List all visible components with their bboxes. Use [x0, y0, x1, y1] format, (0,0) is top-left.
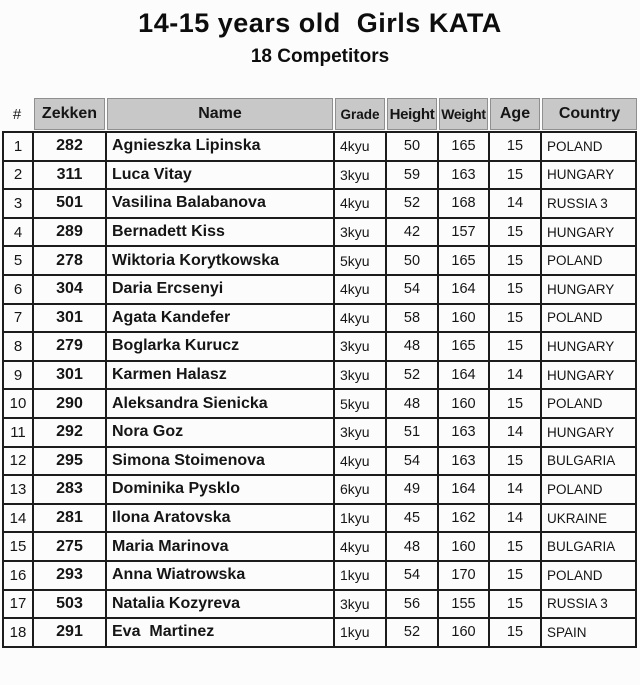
table-row	[3, 532, 636, 561]
cell-weight: 155	[438, 590, 489, 619]
table-row	[3, 304, 636, 333]
cell-height: 54	[386, 561, 438, 590]
cell-grade: 1kyu	[334, 618, 386, 647]
cell-height: 50	[386, 246, 438, 275]
cell-weight: 164	[438, 275, 489, 304]
cell-height: 50	[386, 132, 438, 161]
cell-country: BULGARIA	[541, 447, 636, 476]
table-row	[3, 447, 636, 476]
cell-name: Ilona Aratovska	[106, 504, 334, 533]
cell-country: RUSSIA 3	[541, 590, 636, 619]
cell-num: 4	[3, 218, 33, 247]
table-row	[3, 246, 636, 275]
cell-num: 7	[3, 304, 33, 333]
cell-height: 48	[386, 389, 438, 418]
cell-height: 48	[386, 332, 438, 361]
table-row	[3, 132, 636, 161]
cell-num: 8	[3, 332, 33, 361]
cell-height: 58	[386, 304, 438, 333]
cell-height: 52	[386, 189, 438, 218]
cell-grade: 4kyu	[334, 189, 386, 218]
competitors-tbody	[3, 132, 636, 647]
cell-country: HUNGARY	[541, 332, 636, 361]
column-header-country: Country	[542, 98, 637, 130]
cell-weight: 163	[438, 161, 489, 190]
cell-name: Aleksandra Sienicka	[106, 389, 334, 418]
cell-weight: 163	[438, 447, 489, 476]
column-header-number: #	[12, 105, 22, 123]
cell-grade: 1kyu	[334, 561, 386, 590]
cell-grade: 6kyu	[334, 475, 386, 504]
cell-country: POLAND	[541, 561, 636, 590]
cell-country: SPAIN	[541, 618, 636, 647]
cell-weight: 163	[438, 418, 489, 447]
cell-country: POLAND	[541, 389, 636, 418]
cell-name: Wiktoria Korytkowska	[106, 246, 334, 275]
cell-age: 14	[489, 361, 541, 390]
table-row	[3, 475, 636, 504]
column-header-weight: Weight	[439, 98, 488, 130]
column-header-name: Name	[107, 98, 333, 130]
column-header-zekken: Zekken	[34, 98, 105, 130]
table-row	[3, 332, 636, 361]
cell-age: 15	[489, 590, 541, 619]
cell-age: 15	[489, 561, 541, 590]
cell-name: Karmen Halasz	[106, 361, 334, 390]
cell-height: 56	[386, 590, 438, 619]
cell-zekken: 301	[33, 304, 106, 333]
cell-grade: 1kyu	[334, 504, 386, 533]
cell-name: Natalia Kozyreva	[106, 590, 334, 619]
cell-country: RUSSIA 3	[541, 189, 636, 218]
table-row	[3, 389, 636, 418]
cell-name: Dominika Pysklo	[106, 475, 334, 504]
cell-weight: 165	[438, 132, 489, 161]
cell-height: 59	[386, 161, 438, 190]
cell-age: 15	[489, 246, 541, 275]
cell-zekken: 295	[33, 447, 106, 476]
cell-num: 1	[3, 132, 33, 161]
cell-height: 54	[386, 447, 438, 476]
cell-num: 16	[3, 561, 33, 590]
cell-num: 13	[3, 475, 33, 504]
cell-zekken: 501	[33, 189, 106, 218]
cell-num: 17	[3, 590, 33, 619]
cell-weight: 160	[438, 532, 489, 561]
cell-num: 15	[3, 532, 33, 561]
cell-weight: 160	[438, 304, 489, 333]
cell-age: 15	[489, 304, 541, 333]
cell-num: 2	[3, 161, 33, 190]
cell-weight: 162	[438, 504, 489, 533]
cell-grade: 4kyu	[334, 532, 386, 561]
cell-age: 15	[489, 218, 541, 247]
cell-name: Boglarka Kurucz	[106, 332, 334, 361]
table-row	[3, 361, 636, 390]
table-row	[3, 418, 636, 447]
cell-age: 14	[489, 189, 541, 218]
cell-height: 52	[386, 361, 438, 390]
cell-zekken: 311	[33, 161, 106, 190]
cell-num: 9	[3, 361, 33, 390]
cell-zekken: 290	[33, 389, 106, 418]
cell-age: 15	[489, 532, 541, 561]
cell-weight: 160	[438, 618, 489, 647]
cell-height: 54	[386, 275, 438, 304]
cell-age: 14	[489, 504, 541, 533]
cell-weight: 165	[438, 246, 489, 275]
cell-grade: 4kyu	[334, 275, 386, 304]
cell-zekken: 281	[33, 504, 106, 533]
cell-height: 49	[386, 475, 438, 504]
cell-grade: 3kyu	[334, 218, 386, 247]
cell-name: Bernadett Kiss	[106, 218, 334, 247]
cell-zekken: 279	[33, 332, 106, 361]
cell-grade: 5kyu	[334, 246, 386, 275]
cell-weight: 170	[438, 561, 489, 590]
cell-num: 12	[3, 447, 33, 476]
cell-name: Simona Stoimenova	[106, 447, 334, 476]
cell-zekken: 278	[33, 246, 106, 275]
cell-weight: 157	[438, 218, 489, 247]
cell-country: POLAND	[541, 246, 636, 275]
cell-grade: 3kyu	[334, 590, 386, 619]
cell-zekken: 293	[33, 561, 106, 590]
cell-zekken: 289	[33, 218, 106, 247]
cell-num: 5	[3, 246, 33, 275]
column-header-age: Age	[490, 98, 540, 130]
table-row	[3, 618, 636, 647]
cell-num: 14	[3, 504, 33, 533]
cell-zekken: 292	[33, 418, 106, 447]
cell-num: 10	[3, 389, 33, 418]
table-row	[3, 218, 636, 247]
table-row	[3, 504, 636, 533]
cell-name: Eva Martinez	[106, 618, 334, 647]
cell-weight: 165	[438, 332, 489, 361]
cell-age: 15	[489, 161, 541, 190]
cell-grade: 4kyu	[334, 132, 386, 161]
cell-country: POLAND	[541, 132, 636, 161]
cell-height: 42	[386, 218, 438, 247]
cell-grade: 3kyu	[334, 361, 386, 390]
cell-name: Agnieszka Lipinska	[106, 132, 334, 161]
cell-zekken: 301	[33, 361, 106, 390]
cell-name: Nora Goz	[106, 418, 334, 447]
page-title: 14-15 years old Girls KATA	[138, 8, 502, 38]
cell-age: 15	[489, 275, 541, 304]
table-header-row	[2, 98, 637, 130]
cell-num: 6	[3, 275, 33, 304]
table-row	[3, 161, 636, 190]
cell-age: 14	[489, 418, 541, 447]
cell-zekken: 503	[33, 590, 106, 619]
cell-weight: 164	[438, 475, 489, 504]
cell-name: Vasilina Balabanova	[106, 189, 334, 218]
cell-grade: 4kyu	[334, 447, 386, 476]
cell-country: HUNGARY	[541, 161, 636, 190]
cell-age: 15	[489, 389, 541, 418]
cell-name: Daria Ercsenyi	[106, 275, 334, 304]
cell-num: 3	[3, 189, 33, 218]
cell-age: 15	[489, 447, 541, 476]
cell-grade: 4kyu	[334, 304, 386, 333]
cell-zekken: 304	[33, 275, 106, 304]
cell-country: HUNGARY	[541, 218, 636, 247]
cell-height: 45	[386, 504, 438, 533]
cell-country: UKRAINE	[541, 504, 636, 533]
competitors-body-table	[2, 131, 637, 648]
competitors-table	[2, 98, 637, 648]
cell-country: HUNGARY	[541, 275, 636, 304]
cell-grade: 5kyu	[334, 389, 386, 418]
cell-grade: 3kyu	[334, 418, 386, 447]
cell-name: Agata Kandefer	[106, 304, 334, 333]
cell-age: 15	[489, 332, 541, 361]
competitor-list-page	[0, 8, 640, 641]
table-row	[3, 590, 636, 619]
cell-zekken: 283	[33, 475, 106, 504]
column-header-height: Height	[387, 98, 437, 130]
cell-height: 51	[386, 418, 438, 447]
cell-num: 11	[3, 418, 33, 447]
cell-zekken: 282	[33, 132, 106, 161]
cell-weight: 164	[438, 361, 489, 390]
column-header-grade: Grade	[335, 98, 385, 130]
cell-country: POLAND	[541, 304, 636, 333]
cell-num: 18	[3, 618, 33, 647]
cell-age: 14	[489, 475, 541, 504]
cell-name: Maria Marinova	[106, 532, 334, 561]
cell-age: 15	[489, 132, 541, 161]
cell-zekken: 275	[33, 532, 106, 561]
cell-name: Anna Wiatrowska	[106, 561, 334, 590]
cell-height: 52	[386, 618, 438, 647]
table-row	[3, 275, 636, 304]
cell-country: HUNGARY	[541, 418, 636, 447]
cell-zekken: 291	[33, 618, 106, 647]
cell-weight: 160	[438, 389, 489, 418]
cell-grade: 3kyu	[334, 332, 386, 361]
cell-country: HUNGARY	[541, 361, 636, 390]
competitor-count: 18 Competitors	[250, 46, 390, 67]
cell-grade: 3kyu	[334, 161, 386, 190]
cell-height: 48	[386, 532, 438, 561]
table-row	[3, 189, 636, 218]
table-row	[3, 561, 636, 590]
cell-weight: 168	[438, 189, 489, 218]
cell-country: POLAND	[541, 475, 636, 504]
cell-name: Luca Vitay	[106, 161, 334, 190]
cell-age: 15	[489, 618, 541, 647]
cell-country: BULGARIA	[541, 532, 636, 561]
